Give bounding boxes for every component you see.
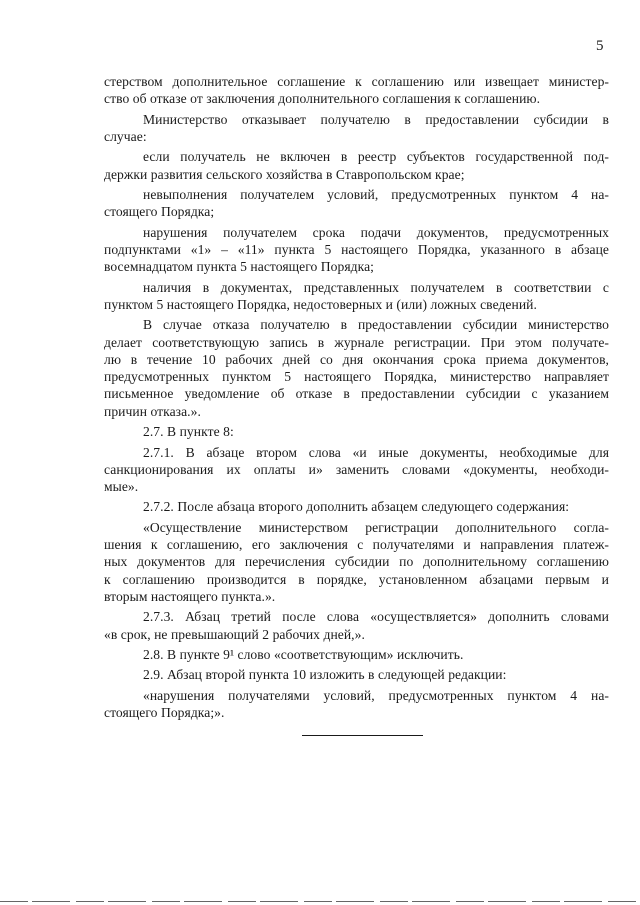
- text-line: мые».: [104, 479, 139, 494]
- text-line: подпунктами «1» – «11» пункта 5 настоящего Порядка, указанного в абзаце: [104, 242, 609, 257]
- text-line: держки развития сельского хозяйства в Ставропольском крае;: [104, 166, 465, 182]
- paragraph-p15: [104, 687, 609, 722]
- text-line: вторым настоящего пункта.».: [104, 588, 276, 604]
- paragraph-p5: [104, 224, 609, 276]
- paragraph-p11: [104, 519, 609, 605]
- paragraph-p13: [104, 646, 609, 663]
- text-line: случае:: [104, 128, 147, 144]
- text-line: Министерство отказывает получателю в предоставлении субсидии в: [143, 111, 609, 127]
- text-line: 2.8. В пункте 9¹ слово «соответствующим» исключить.: [143, 647, 464, 662]
- text-line: пунктом 5 настоящего Порядка, недостоверных и (или) ложных сведений.: [104, 296, 537, 312]
- text-line: стерством дополнительное соглашение к соглашению или извещает министер-: [104, 74, 609, 89]
- paragraph-p4: [104, 186, 609, 221]
- paragraph-p14: [104, 666, 609, 683]
- text-line: шения к соглашению, его заключения с получателями и направления платеж-: [104, 537, 609, 553]
- text-line: ных документов для перечисления субсидии по дополнительному соглашению: [104, 554, 609, 570]
- text-line: санкционирования их оплаты и» заменить словами «документы, необходи-: [104, 461, 609, 477]
- text-line: 2.7.1. В абзаце втором слова «и иные документы, необходимые для: [143, 444, 609, 460]
- text-line: В случае отказа получателю в предоставлении субсидии министерство: [143, 317, 609, 333]
- closing-divider: [302, 735, 423, 736]
- text-line: «нарушения получателями условий, предусмотренных пунктом 4 на-: [143, 687, 609, 703]
- text-line: стоящего Порядка;».: [104, 705, 225, 721]
- paragraph-p3: [104, 148, 609, 183]
- text-line: нарушения получателем срока подачи документов, предусмотренных: [143, 224, 609, 240]
- text-line: «Осуществление министерством регистрации дополнительного согла-: [143, 519, 609, 535]
- text-line: причин отказа.».: [104, 403, 201, 419]
- text-line: если получатель не включен в реестр субъектов государственной под-: [143, 149, 609, 165]
- text-line: лю в течение 10 рабочих дней со дня окончания срока приема документов,: [104, 351, 609, 367]
- paragraph-p7: [104, 316, 609, 420]
- text-line: 2.9. Абзац второй пункта 10 изложить в следующей редакции:: [143, 667, 507, 683]
- text-line: предусмотренных пунктом 5 настоящего Порядка, министерство направляет: [104, 369, 609, 385]
- text-line: невыполнения получателем условий, предусмотренных пунктом 4 на-: [143, 187, 609, 203]
- text-line: 2.7.2. После абзаца второго дополнить абзацем следующего содержания:: [143, 499, 570, 515]
- text-line: «в срок, не превышающий 2 рабочих дней,».: [104, 626, 365, 642]
- page-number: 5: [596, 38, 604, 54]
- text-line: 2.7.3. Абзац третий после слова «осуществляется» дополнить словами: [143, 609, 609, 625]
- paragraph-p10: [104, 498, 609, 515]
- paragraph-p8: [104, 423, 609, 440]
- text-line: 2.7. В пункте 8:: [143, 424, 234, 440]
- text-line: восемнадцатом пункта 5 настоящего Порядка;: [104, 259, 374, 275]
- paragraph-p2: [104, 111, 609, 146]
- text-line: стоящего Порядка;: [104, 204, 215, 220]
- text-line: ство об отказе от заключения дополнительного соглашения к соглашению.: [104, 91, 541, 107]
- paragraph-p12: [104, 608, 609, 643]
- paragraph-p9: [104, 444, 609, 496]
- paragraph-p1: [104, 73, 609, 108]
- paragraph-p6: [104, 279, 609, 314]
- text-line: к соглашению производится в порядке, установленном абзацами первым и: [104, 571, 609, 587]
- text-line: письменное уведомление об отказе в предоставлении субсидии с указанием: [104, 386, 609, 402]
- scan-edge-artifact: [0, 901, 640, 902]
- text-line: наличия в документах, представленных получателем в соответствии с: [143, 279, 609, 295]
- text-line: делает соответствующую запись в журнале регистрации. При этом получате-: [104, 334, 609, 350]
- document-body: [104, 73, 609, 721]
